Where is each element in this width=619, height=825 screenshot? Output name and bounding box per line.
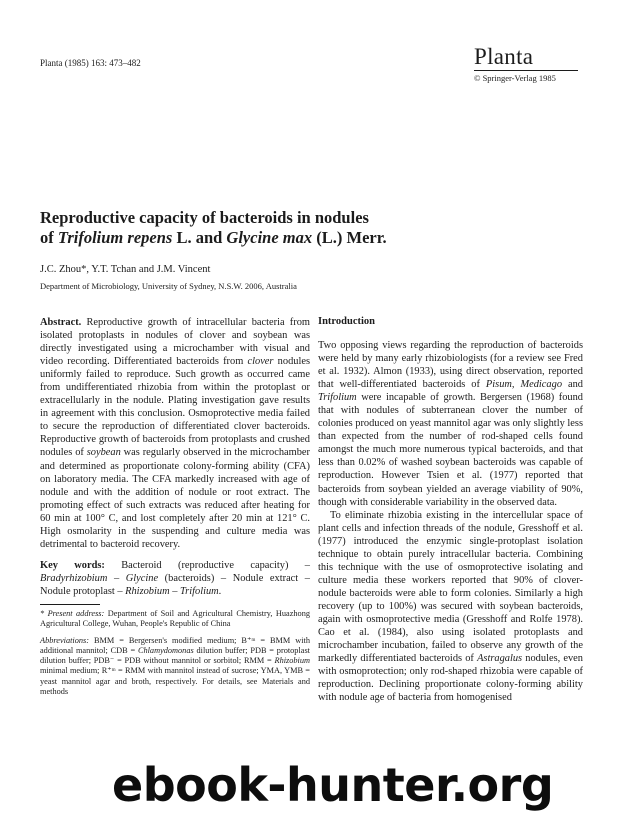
introduction-heading: Introduction	[318, 316, 375, 327]
right-column	[318, 316, 583, 704]
title-line-1: Reproductive capacity of bacteroids in nodules	[40, 208, 369, 227]
footnote-abbreviations: Abbreviations: BMM = Bergersen's modified medium; B⁺ᵐ = BMM with additional mannitol; CDB = Chlamydomonas dilution buffer; PDB = protoplast dilution buffer; PDB⁻ = PDB without mannitol or sorbitol; RMM = Rhizobium minimal medium; R⁺ᵐ = RMM with mannitol instead of sucrose; YMA, YMB = yeast mannitol agar and broth, respectively. For details, see Materials and methods	[40, 636, 310, 696]
introduction-paragraph-2: To eliminate rhizobia existing in the intercellular space of plant cells and infection threads of the nodule, Gresshoff et al. (1977) introduced the enzymic single-protoplast isolation technique to obtain purely intracellular bacteria. Combining this technique with the use of osmoprotective isolating and culture media these workers reported that 90% of clover-nodule bacteroids were able to form colonies. Similarly a high recovery (up to 100%) was secured with soybean bacteroids, again with osmoprotective media (Gresshoff and Rolfe 1978). Cao et al. (1984), also using isolated protoplasts and microchamber incubation, failed to observe any growth of the markedly differentiated bacteroids of Astragalus nodules, even with osmoprotection; only rod-shaped rhizobia were capable of reproduction. Declining proportionate colony-forming ability with nodule age of bacteria from homogenised	[318, 509, 583, 704]
abstract: Abstract. Reproductive growth of intracellular bacteria from isolated protoplasts in nodules of clover and soybean was directly investigated using a microchamber with visual and video recording. Differentiated bacteroids from clover nodules uniformly failed to reproduce. Such growth as occurred came from undifferentiated rhizobia from within the protoplast or extracellularly in the nodule. Plating investigation gave results in agreement with this conclusion. Osmoprotective media failed to secure the reproduction of differentiated clover bacteroids. Reproductive growth of bacteroids from protoplasts and crushed nodules of soybean was regularly observed in the microchamber and determined as proportionate colony-forming ability (CFA) on laboratory media. The CFA markedly increased with age of nodule and with the addition of nodule or root extract. The promoting effect of such extracts was reduced after heating for 60 min at 100° C, and lost completely after 20 min at 121° C. High osmolarity in the suspending and culture media was detrimental to bacteroid recovery.	[40, 317, 310, 550]
journal-copyright: © Springer-Verlag 1985	[474, 73, 556, 83]
footnote-divider	[40, 604, 100, 605]
journal-reference: Planta (1985) 163: 473–482	[40, 58, 141, 68]
logo-divider	[474, 70, 578, 71]
affiliation: Department of Microbiology, University of Sydney, N.S.W. 2006, Australia	[40, 281, 297, 291]
keywords: Key words: Bacteroid (reproductive capacity) – Bradyrhizobium – Glycine (bacteroids) – Nodule extract – Nodule protoplast – Rhizobium – Trifolium.	[40, 559, 310, 597]
journal-logo	[474, 45, 586, 83]
authors: J.C. Zhou*, Y.T. Tchan and J.M. Vincent	[40, 264, 211, 275]
title-line-2: of Trifolium repens L. and Glycine max (L.) Merr.	[40, 228, 387, 247]
left-column	[40, 316, 310, 697]
footnote-present-address: * Present address: Department of Soil and Agricultural Chemistry, Huazhong Agricultural College, Wuhan, People's Republic of China	[40, 608, 310, 629]
introduction-paragraph-1: Two opposing views regarding the reproduction of bacteroids were held by many early rhizobiologists (for a review see Fred et al. 1932). Almon (1933), using direct observation, reported that well-differentiated bacteroids of Pisum, Medicago and Trifolium were incapable of growth. Bergersen (1968) found that with nodules of subterranean clover the number of colonies produced on yeast mannitol agar was only slightly less than expected from the number of rod-shaped cells found amongst the much more numerous typical bacteroids, and that less than 0.02% of washed soybean bacteroids was capable of reproduction. However Tsien et al. (1977) reported that bacteroids from soybean yielded an average viability of 90%, though with considerable variability in the observed data.	[318, 340, 583, 508]
journal-logo-name: Planta	[474, 44, 534, 69]
article-title	[40, 208, 600, 248]
watermark-text: ebook-hunter.org	[112, 756, 592, 814]
